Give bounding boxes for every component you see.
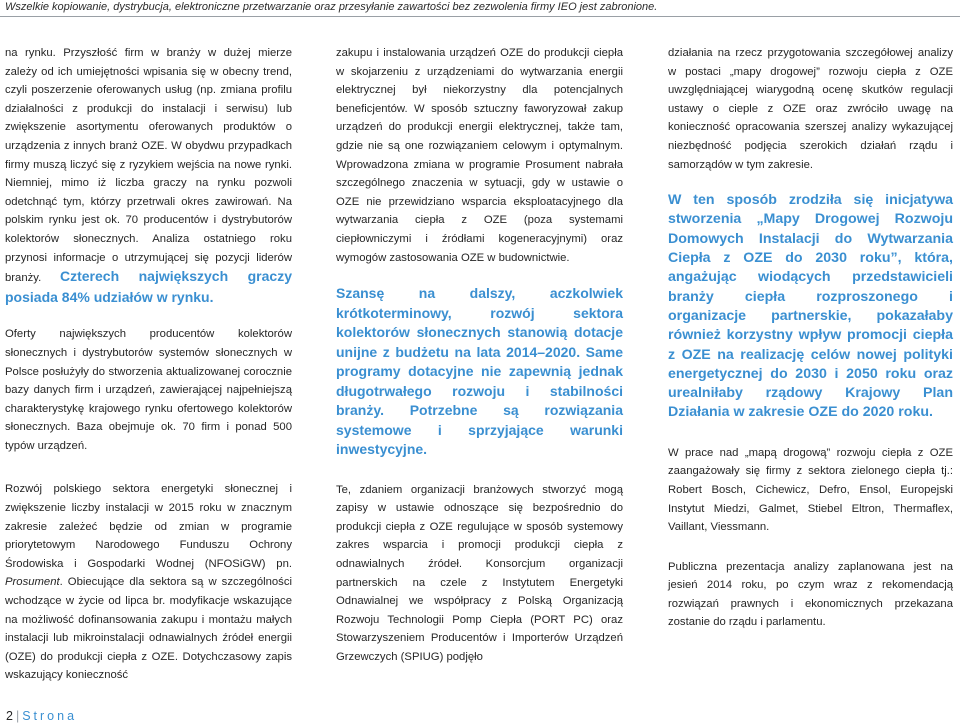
highlight-market-share: Czterech największych graczy posiada 84% udziałów w rynku. <box>5 268 292 305</box>
paragraph-purchase: zakupu i instalowania urządzeń OZE do produkcji ciepła w skojarzeniu z urządzeniami do wytwarzania energii elektrycznej był niekorzystny dla potencjalnych beneficjentów. W sposób sztuczny faworyzował zakup urządzeń do produkcji energii elektrycznej, także tam, gdzie nie są one rozwiązaniem celowym i optymalnym. Wprowadzona zmiana w programie Prosument nabrała szczególnego znaczenia w sytuacji, gdy w ustawie o OZE nie przewidziano wsparcia eksploatacyjnego dla wytwarzania ciepła z OZE (poza systemami ciepłowniczymi i źródłami kogeneracyjnymi) oraz wymogów zastosowania OZE w budownictwie. <box>336 47 623 264</box>
page-number: 2 <box>6 709 13 723</box>
pull-quote-initiative: W ten sposób zrodziła się inicjatywa stworzenia „Mapy Drogowej Rozwoju Domowych Instalacji do Wytwarzania Ciepła z OZE do 2030 roku”, która, angażując wiodących przedstawicieli branży ciepła rozproszonego i organizacje partnerskie, pokazałaby również korzystny wpływ promocji ciepła z OZE na realizację celów nowej polityki energetycznej do 2030 i 2050 roku oraz urealniłaby rządowy Krajowy Plan Działania w zakresie OZE do 2020 roku. <box>668 192 953 421</box>
paragraph-text: . Obiecujące dla sektora są w szczególności wchodzące w życie od lipca br. modyfikacje wskazujące na możliwość dofinansowania zakupu i montażu małych instalacji lub mikroinstalacji odnawialnych źródeł energii (OZE) do produkcji ciepła z OZE. Dotychczasowy zapis wskazujący konieczność <box>5 576 292 682</box>
column-middle <box>336 44 623 667</box>
paragraph-market-trend <box>5 44 292 308</box>
column-right <box>668 44 953 632</box>
footer-separator: | <box>15 709 20 723</box>
paragraph-companies: W prace nad „mapą drogową” rozwoju ciepła z OZE zaangażowały się firmy z sektora zielonego ciepła tj.: Robert Bosch, Cichewicz, Defro, Ensol, Europejski Instytut Miedzi, Galmet, Stiebel Eltron, Thermaflex, Vaillant, Viessmann. <box>668 446 953 534</box>
page-footer <box>6 709 77 723</box>
program-name: Prosument <box>5 576 60 589</box>
paragraph-text: na rynku. Przyszłość firm w branży w dużej mierze zależy od ich umiejętności wpisania się w obecny trend, czyli poszerzenie oferowanych usług (np. zmiana profilu działalności z produkcji do instalacji i serwisu) lub zwiększenie asortymentu oferowanych produktów o urządzenia z innych branż OZE. W obydwu przypadkach firmy muszą liczyć się z ryzykiem wejścia na nowe rynki. Niemniej, mimo iż liczba graczy na rynku pozwoli odetchnąć tym, którzy przetrwali okres zawirowań. Na polskim rynku jest ok. 70 producentów i dystrybutorów kolektorów słonecznych. Analiza ostatniego roku przynosi informacje o utrzymującej się pozycji liderów branży. <box>5 47 292 285</box>
paragraph-organizations: Te, zdaniem organizacji branżowych stworzyć mogą zapisy w ustawie odnoszące się bezpośrednio do produkcji ciepła z OZE regulujące w sposób systemowy zakres wsparcia i promocji produkcji ciepła z odnawialnych źródeł. Konsorcjum organizacji partnerskich na czele z Instytutem Energetyki Odnawialnej we współpracy z Polską Organizacją Rozwoju Technologii Pomp Ciepła (PORT PC) oraz Stowarzyszeniem Producentów i Importerów Urządzeń Grzewczych (SPIUG) podjęło <box>336 483 623 663</box>
header-divider <box>0 16 960 17</box>
pull-quote-opportunity: Szansę na dalszy, aczkolwiek krótkoterminowy, rozwój sektora kolektorów słonecznych stanowią dotacje unijne z budżetu na lata 2014–2020. Same programy dotacyjne nie zapewnią jednak długotrwałego rozwoju i stabilności branży. Potrzebne są rozwiązania systemowe i sprzyjające warunki inwestycyjne. <box>336 285 623 458</box>
paragraph-presentation: Publiczna prezentacja analizy zaplanowana jest na jesień 2014 roku, po czym wraz z rekomendacją rozwiązań prawnych i ekonomicznych przekazana zostanie do rządu i parlamentu. <box>668 560 953 629</box>
column-left <box>5 44 292 685</box>
page-label: Strona <box>22 709 78 723</box>
copyright-notice: Wszelkie kopiowanie, dystrybucja, elektroniczne przetwarzanie oraz przesyłanie zawartości bez zezwolenia firmy IEO jest zabronione. <box>5 1 658 13</box>
paragraph-text: Rozwój polskiego sektora energetyki słonecznej i zwiększenie liczby instalacji w 2015 roku w znacznym zakresie zależeć będzie od zmian w programie priorytetowym Narodowego Funduszu Ochrony Środowiska i Gospodarki Wodnej (NFOSiGW) pn. <box>5 483 292 570</box>
copyright-header <box>0 0 960 18</box>
paragraph-database: Oferty największych producentów kolektorów słonecznych i dystrybutorów systemów słonecznych w Polsce posłużyły do stworzenia aktualizowanej corocznie bazy danych firm i urządzeń, zawierającej najpełniejszą charakterystykę krajowego rynku ofertowego kolektorów słonecznych. Baza obejmuje ok. 70 firm i ponad 500 typów urządzeń. <box>5 328 292 452</box>
paragraph-analysis: działania na rzecz przygotowania szczegółowej analizy w postaci „mapy drogowej” rozwoju ciepła z OZE uwzględniającej wiarygodną ocenę skutków regulacji ustawy o cieple z OZE oraz zwróciło uwagę na konieczność opracowania szerszej analizy wykazującej niezbędność podjęcia szerokich działań rządu i samorządów w tym zakresie. <box>668 47 953 171</box>
paragraph-development <box>5 480 292 685</box>
